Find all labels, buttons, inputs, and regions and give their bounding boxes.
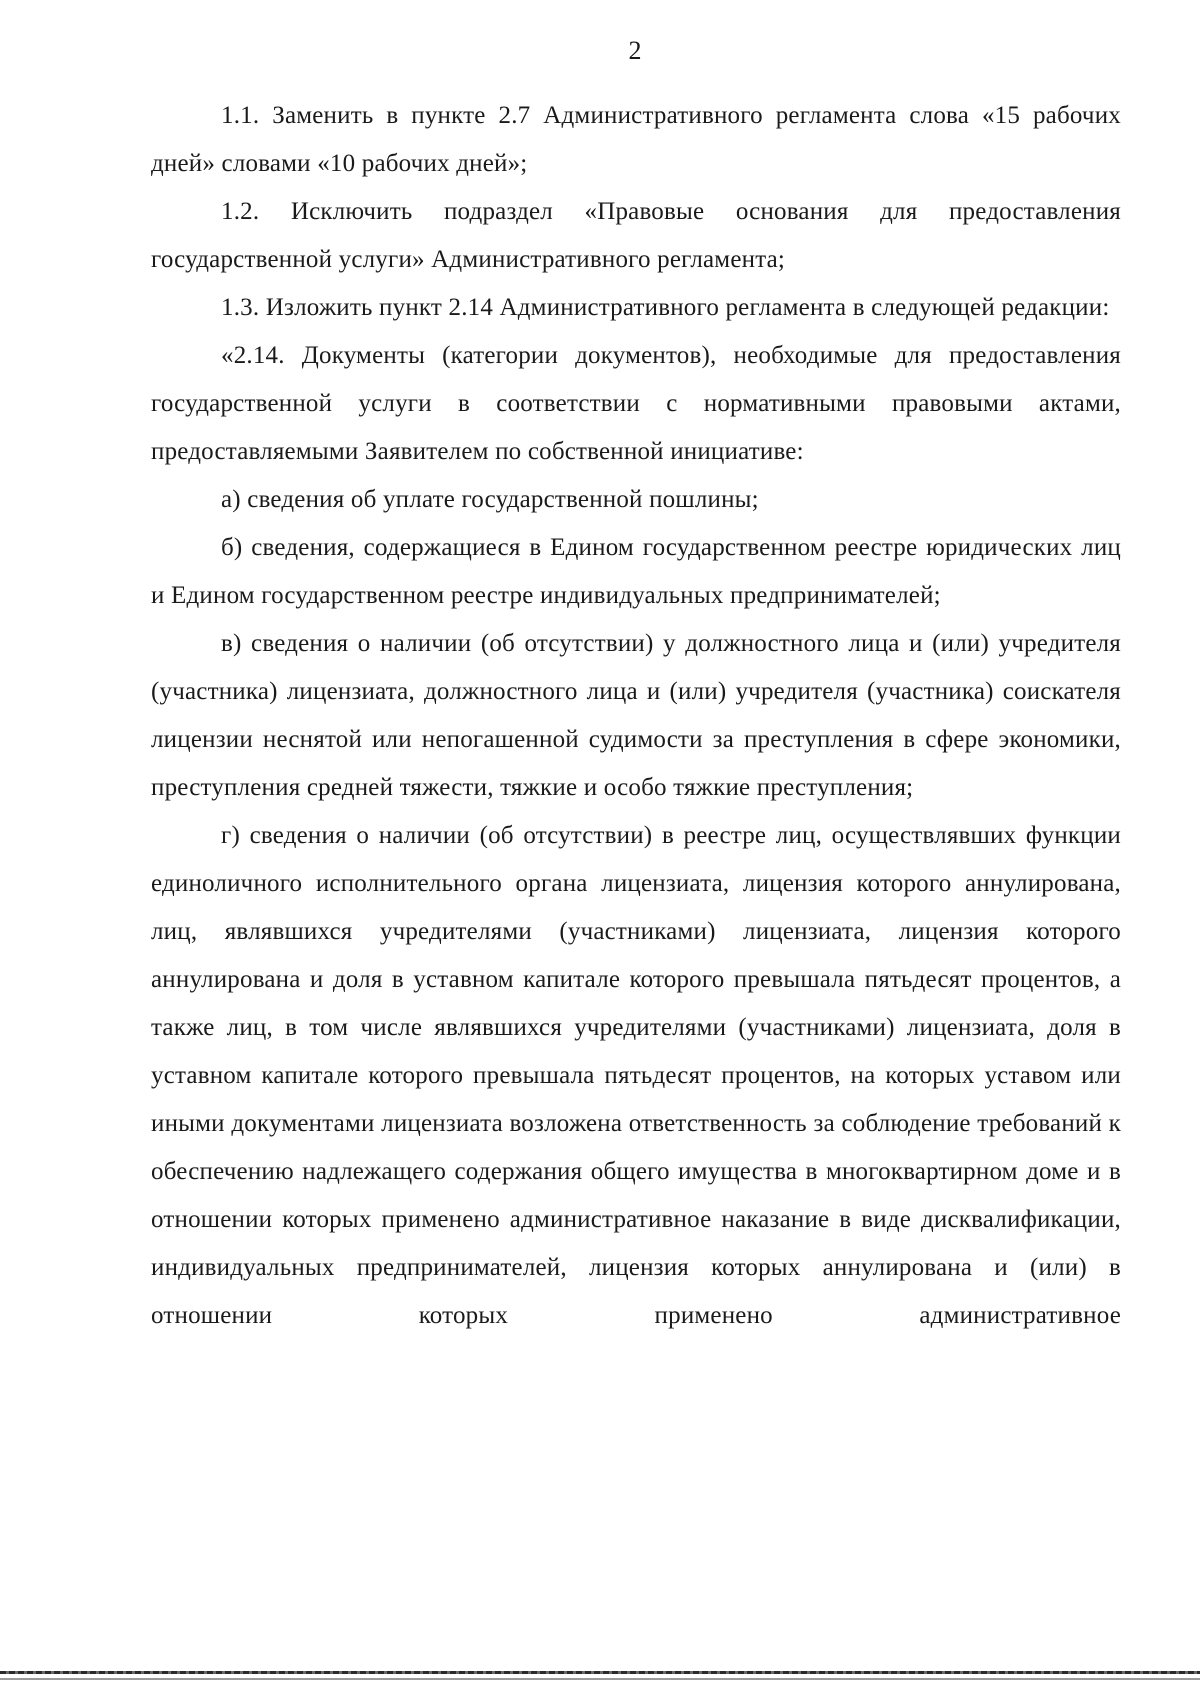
list-item-b: б) сведения, содержащиеся в Едином государственном реестре юридических лиц и Едином государственном реестре индивидуальных предпринимателей; <box>151 534 1121 609</box>
list-item-g: г) сведения о наличии (об отсутствии) в реестре лиц, осуществлявших функции единоличного исполнительного органа лицензиата, лицензия которого аннулирована, лиц, являвшихся учредителями (участниками) лицензиата, лицензия которого аннулирована и доля в уставном капитале которого превышала пятьдесят процентов, а также лиц, в том числе являвшихся учредителями (участниками) лицензиата, доля в уставном капитале которого превышала пятьдесят процентов, на которых уставом или иными документами лицензиата возложена ответственность за соблюдение требований к обеспечению надлежащего содержания общего имущества в многоквартирном доме и в отношении которых применено административное наказание в виде дисквалификации, индивидуальных предпринимателей, лицензия которых аннулирована и (или) в отношении которых применено административное <box>151 822 1121 1329</box>
paragraph-1-3: 1.3. Изложить пункт 2.14 Административного регламента в следующей редакции: <box>221 294 1110 321</box>
scan-bottom-shadow <box>0 1678 1200 1680</box>
document-body <box>151 92 1121 1340</box>
page-number: 2 <box>628 36 642 65</box>
scan-bottom-edge <box>0 1671 1200 1674</box>
paragraph-1-2: 1.2. Исключить подраздел «Правовые основания для предоставления государственной услуги» Административного регламента; <box>151 198 1121 273</box>
paragraph-2-14: «2.14. Документы (категории документов), необходимые для предоставления государственной услуги в соответствии с нормативными правовыми актами, предоставляемыми Заявителем по собственной инициативе: <box>151 342 1121 465</box>
list-item-v: в) сведения о наличии (об отсутствии) у должностного лица и (или) учредителя (участника) лицензиата, должностного лица и (или) учредителя (участника) соискателя лицензии неснятой или непогашенной судимости за преступления в сфере экономики, преступления средней тяжести, тяжкие и особо тяжкие преступления; <box>151 630 1121 801</box>
paragraph-1-1: 1.1. Заменить в пункте 2.7 Административного регламента слова «15 рабочих дней» словами «10 рабочих дней»; <box>151 102 1121 177</box>
list-item-a: а) сведения об уплате государственной пошлины; <box>221 486 759 513</box>
